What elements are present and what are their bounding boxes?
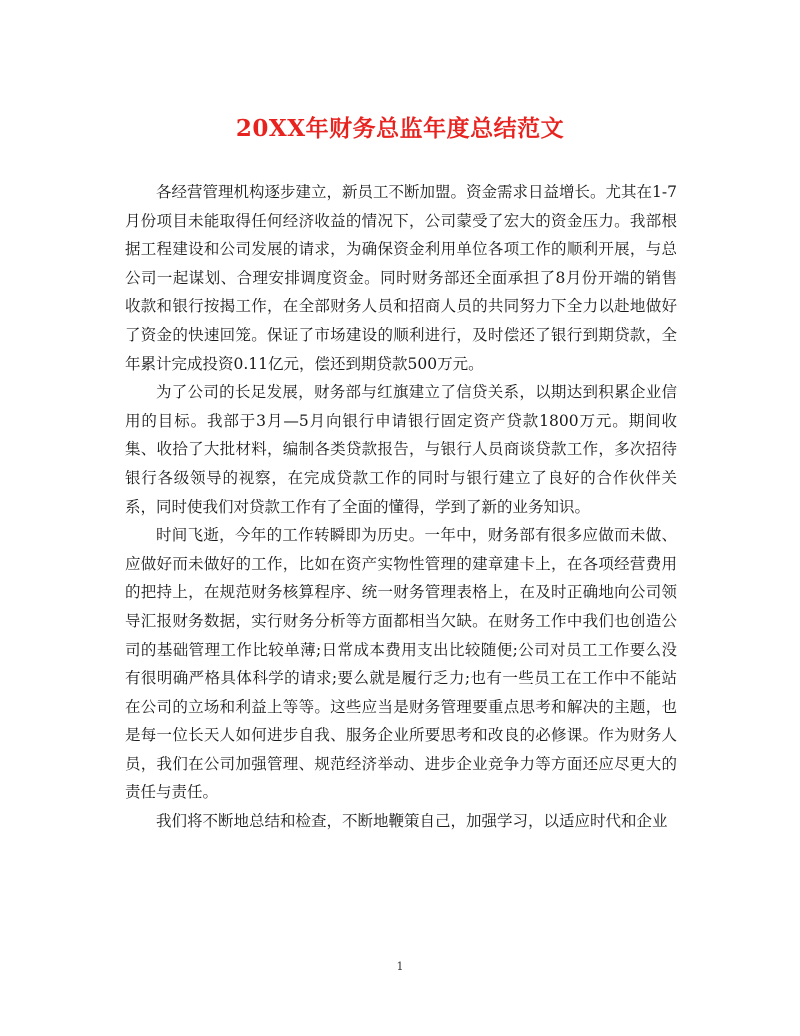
page-number: 1 <box>396 960 404 973</box>
document-body <box>125 178 677 836</box>
paragraph-2: 为了公司的长足发展，财务部与红旗建立了信贷关系，以期达到积累企业信用的目标。我部于3月—5月向银行申请银行固定资产贷款1800万元。期间收集、收拾了大批材料，编制各类贷款报告，与银行人员商谈贷款工作，多次招待银行各级领导的视察，在完成贷款工作的同时与银行建立了良好的合作伙伴关系，同时使我们对贷款工作有了全面的懂得，学到了新的业务知识。 <box>125 383 677 516</box>
paragraph-4: 我们将不断地总结和检查，不断地鞭策自己，加强学习，以适应时代和企业 <box>156 812 668 831</box>
document-title: 20XX年财务总监年度总结范文 <box>235 115 565 142</box>
paragraph-3: 时间飞逝，今年的工作转瞬即为历史。一年中，财务部有很多应做而未做、应做好而未做好的工作，比如在资产实物性管理的建章建卡上，在各项经营费用的把持上，在规范财务核算程序、统一财务管理表格上，在及时正确地向公司领导汇报财务数据，实行财务分析等方面都相当欠缺。在财务工作中我们也创造公司的基础管理工作比较单薄;日常成本费用支出比较随便;公司对员工工作要么没有很明确严格具体科学的请求;要么就是履行乏力;也有一些员工在工作中不能站在公司的立场和利益上等等。这些应当是财务管理要重点思考和解决的主题，也是每一位长天人如何进步自我、服务企业所要思考和改良的必修课。作为财务人员，我们在公司加强管理、规范经济举动、进步企业竞争力等方面还应尽更大的责任与责任。 <box>125 526 677 802</box>
paragraph-1: 各经营管理机构逐步建立，新员工不断加盟。资金需求日益增长。尤其在1-7月份项目未能取得任何经济收益的情况下，公司蒙受了宏大的资金压力。我部根据工程建设和公司发展的请求，为确保资金利用单位各项工作的顺利开展，与总公司一起谋划、合理安排调度资金。同时财务部还全面承担了8月份开端的销售收款和银行按揭工作，在全部财务人员和招商人员的共同努力下全力以赴地做好了资金的快速回笼。保证了市场建设的顺利进行，及时偿还了银行到期贷款，全年累计完成投资0.11亿元，偿还到期贷款500万元。 <box>125 183 677 373</box>
